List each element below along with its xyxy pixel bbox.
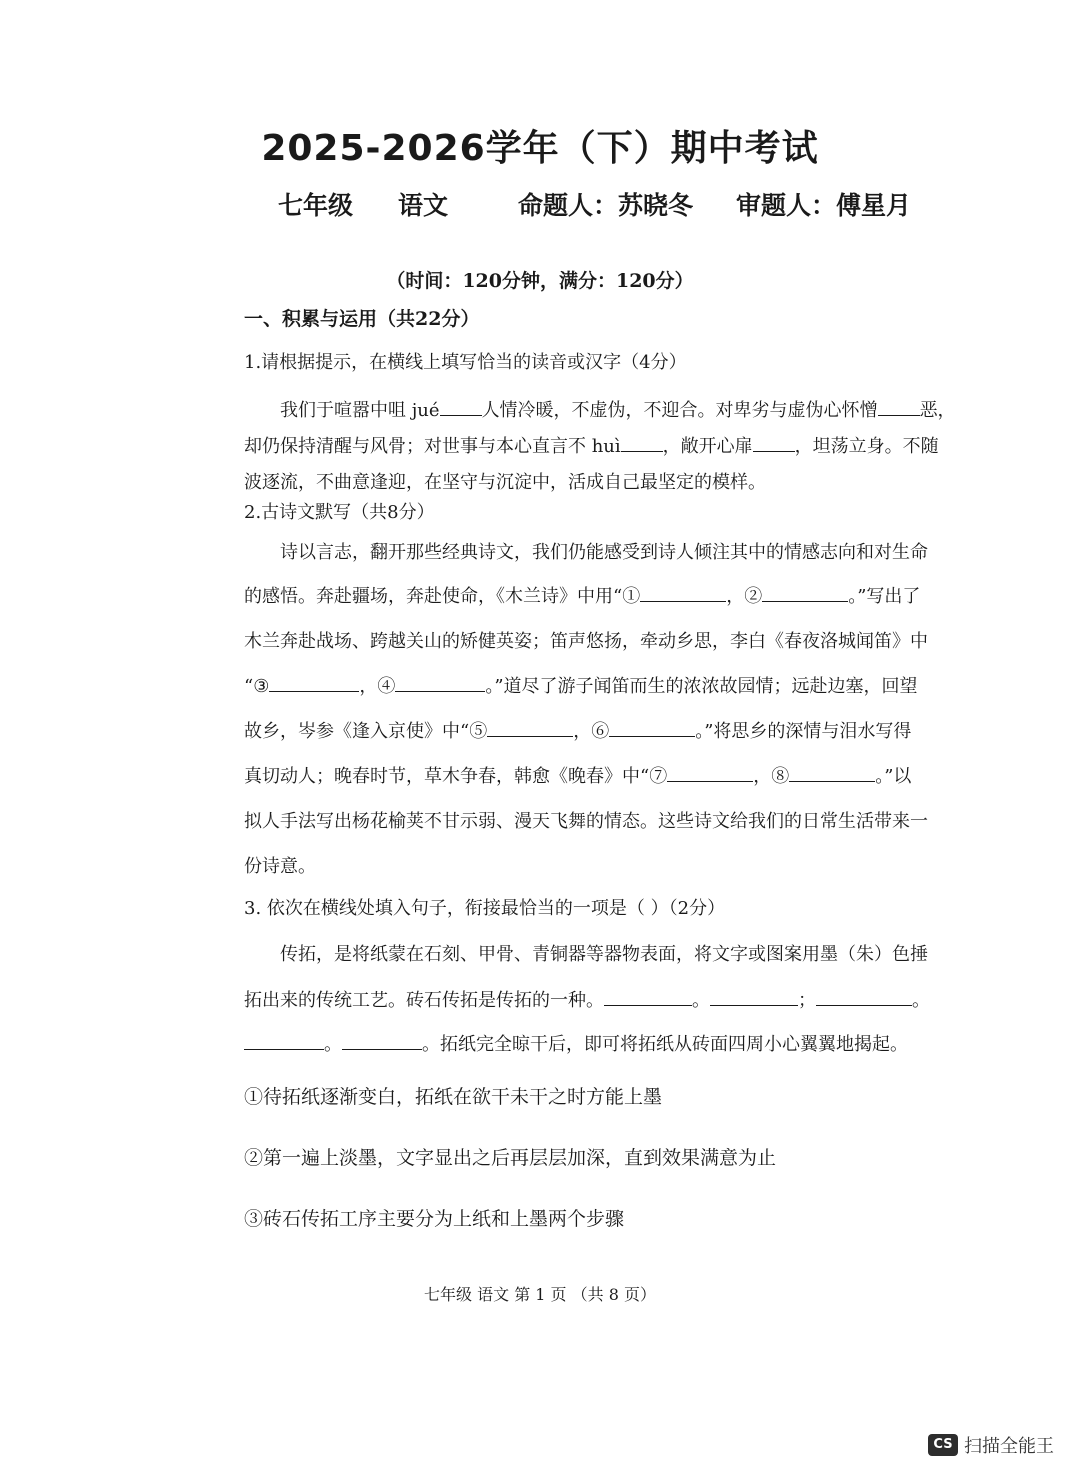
q3-line-2	[244, 986, 930, 1012]
answer-blank	[762, 583, 848, 602]
answer-blank	[621, 433, 663, 452]
scanner-logo-icon: CS	[928, 1434, 958, 1456]
page-footer: 七年级 语文 第 1 页 （共 8 页）	[424, 1285, 656, 1304]
q1-text: ，敞开心扉	[662, 436, 753, 457]
q1-line-3: 波逐流，不曲意逢迎，在坚守与沉淀中，活成自己最坚定的模样。	[244, 472, 766, 493]
time-info: （时间：120分钟，满分：120分）	[386, 270, 694, 292]
q3-line-1: 传拓，是将纸蒙在石刻、甲骨、青铜器等器物表面，将文字或图案用墨（朱）色捶	[280, 944, 928, 965]
q3-text: ；	[798, 990, 816, 1011]
answer-blank	[440, 397, 482, 416]
q1-line-2	[244, 432, 939, 458]
q2-text: ，②	[726, 586, 763, 607]
q2-text: 。”写出了	[848, 586, 921, 607]
exam-title: 2025-2026学年（下）期中考试	[261, 128, 819, 169]
answer-blank	[604, 987, 692, 1006]
author-label: 命题人：苏晓冬	[518, 191, 694, 220]
q2-text: “③	[244, 676, 270, 697]
q3-text: 拓出来的传统工艺。砖石传拓是传拓的一种。	[244, 990, 604, 1011]
option-3: ③砖石传拓工序主要分为上纸和上墨两个步骤	[244, 1208, 625, 1230]
q2-text: ，⑥	[573, 721, 610, 742]
q2-text: 。”将思乡的深情与泪水写得	[695, 721, 912, 742]
q3-text: 。	[324, 1034, 342, 1055]
reviewer-label: 审题人：傅星月	[736, 191, 912, 220]
q2-line-3: 木兰奔赴战场、跨越关山的矫健英姿；笛声悠扬，牵动乡思，李白《春夜洛城闻笛》中	[244, 631, 928, 652]
question-1-title: 1.请根据提示，在横线上填写恰当的读音或汉字（4分）	[244, 352, 687, 373]
q2-line-7: 拟人手法写出杨花榆荚不甘示弱、漫天飞舞的情态。这些诗文给我们的日常生活带来一	[244, 811, 928, 832]
q3-text: 。拓纸完全晾干后，即可将拓纸从砖面四周小心翼翼地揭起。	[422, 1034, 908, 1055]
q1-text: 却仍保持清醒与风骨；对世事与本心直言不 huì	[244, 436, 621, 457]
answer-blank	[667, 763, 753, 782]
q2-text: ，④	[359, 676, 396, 697]
q1-text: 人情冷暖，不虚伪，不迎合。对卑劣与虚伪心怀憎	[481, 400, 878, 421]
q2-line-8: 份诗意。	[244, 856, 316, 877]
q3-text: 。	[692, 990, 710, 1011]
question-3-title: 3. 依次在横线处填入句子，衔接最恰当的一项是（ ）（2分）	[244, 898, 726, 919]
q2-line-6	[244, 762, 911, 788]
answer-blank	[710, 987, 798, 1006]
q1-text: 恶，	[919, 400, 956, 421]
q3-line-3	[244, 1030, 908, 1056]
q2-line-1: 诗以言志，翻开那些经典诗文，我们仍能感受到诗人倾注其中的情感志向和对生命	[280, 542, 928, 563]
section-heading: 一、积累与运用（共22分）	[244, 308, 480, 330]
option-1: ①待拓纸逐渐变白，拓纸在欲干未干之时方能上墨	[244, 1086, 663, 1108]
q2-line-2	[244, 582, 920, 608]
answer-blank	[878, 397, 920, 416]
q1-line-1	[244, 396, 956, 422]
answer-blank	[395, 673, 485, 692]
q2-text: 故乡，岑参《逢入京使》中“⑤	[244, 721, 488, 742]
question-2-title: 2.古诗文默写（共8分）	[244, 502, 435, 523]
answer-blank	[789, 763, 875, 782]
q2-text: 。”道尽了游子闻笛而生的浓浓故园情；远赴边塞，回望	[485, 676, 918, 697]
subject-label: 语文	[398, 191, 449, 220]
scanner-app-name: 扫描全能王	[964, 1436, 1054, 1457]
q1-text: ，坦荡立身。不随	[794, 436, 939, 457]
q2-text: 真切动人；晚春时节，草木争春，韩愈《晚春》中“⑦	[244, 766, 668, 787]
answer-blank	[753, 433, 795, 452]
q2-line-5	[244, 717, 911, 743]
answer-blank	[816, 987, 912, 1006]
q2-text: 的感悟。奔赴疆场，奔赴使命，《木兰诗》中用“①	[244, 586, 641, 607]
grade-label: 七年级	[278, 191, 354, 220]
q2-text: ，⑧	[753, 766, 790, 787]
answer-blank	[269, 673, 359, 692]
answer-blank	[342, 1031, 422, 1050]
answer-blank	[244, 1031, 324, 1050]
answer-blank	[487, 718, 573, 737]
answer-blank	[609, 718, 695, 737]
option-2: ②第一遍上淡墨，文字显出之后再层层加深，直到效果满意为止	[244, 1147, 777, 1169]
q3-text: 。	[912, 990, 930, 1011]
q2-text: 。”以	[875, 766, 912, 787]
q2-line-4	[244, 672, 918, 698]
q1-text: 我们于喧嚣中咀 jué	[280, 400, 440, 421]
answer-blank	[640, 583, 726, 602]
